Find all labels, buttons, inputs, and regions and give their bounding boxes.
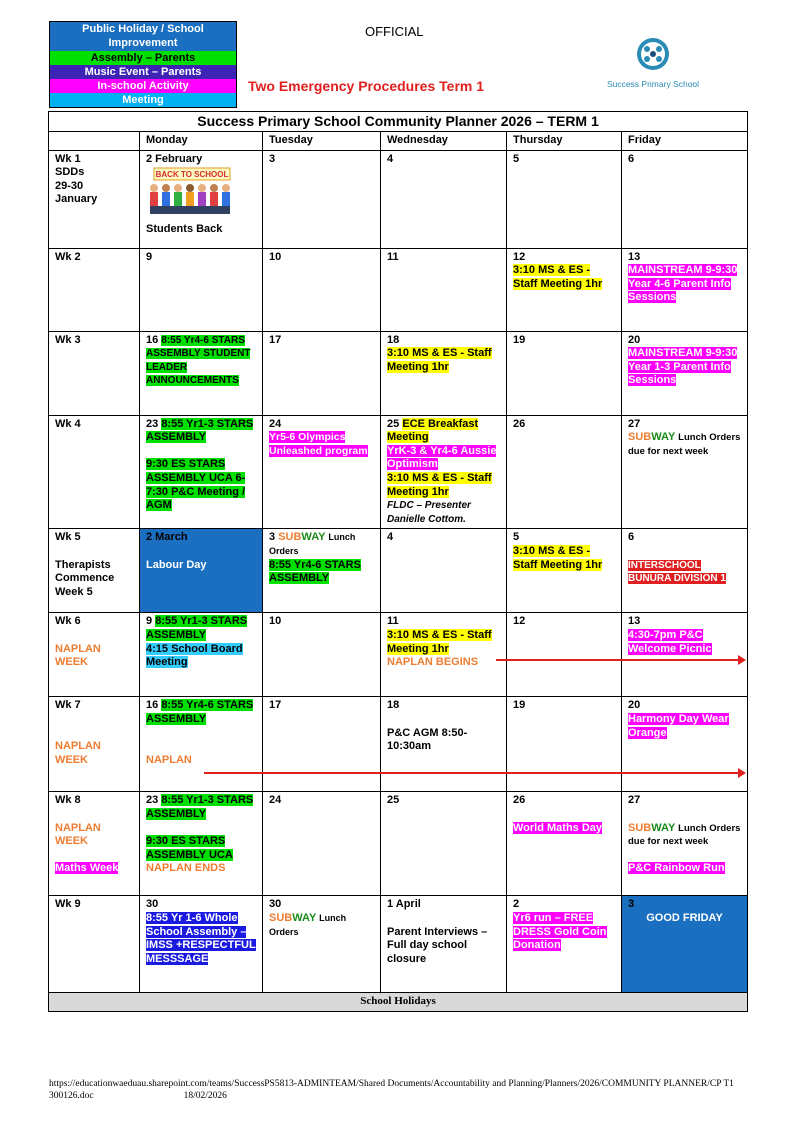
official-label: OFFICIAL [365,24,424,39]
cell: 1 April Parent Interviews – Full day school closure [381,896,507,993]
cell: 18 P&C AGM 8:50-10:30am [381,697,507,792]
week-label: Wk 4 [49,415,140,529]
cell: 12 3:10 MS & ES - Staff Meeting 1hr [507,248,622,331]
legend-in-school: In-school Activity [50,79,236,93]
public-holiday-cell: 3 GOOD FRIDAY [622,896,748,993]
legend-box [49,21,237,108]
week-row-4 [49,415,748,529]
cell: 27 SUBWAY Lunch Orders due for next week P&C Rainbow Run [622,792,748,896]
assembly: 8:55 Yr1-3 STARS ASSEMBLY [146,794,254,820]
breakfast-meeting: ECE Breakfast Meeting [387,417,479,444]
cell: 10 [263,613,381,697]
cell: 20 MAINSTREAM 9-9:30 Year 1-3 Parent Info Sessions [622,331,748,415]
staff-meeting: 3:10 MS & ES - Staff Meeting 1hr [513,264,603,290]
cell: 17 [263,331,381,415]
maths-week: Maths Week [55,862,119,875]
assembly: 8:55 Yr4-6 STARS ASSEMBLY [146,699,254,725]
svg-text:BACK TO SCHOOL: BACK TO SCHOOL [155,170,229,180]
cell: 25 ECE Breakfast Meeting YrK-3 & Yr4-6 Aussie Optimism 3:10 MS & ES - Staff Meeting 1hr FLDC – Presenter Danielle Cottom. [381,415,507,529]
world-maths-day: World Maths Day [513,821,603,834]
week-label: Wk 7 NAPLAN WEEK [49,697,140,792]
assembly: 8:55 Yr1-3 STARS ASSEMBLY [146,615,248,641]
cell: 18 3:10 MS & ES - Staff Meeting 1hr [381,331,507,415]
cell: 3 SUBWAY Lunch Orders 8:55 Yr4-6 STARS ASSEMBLY [263,529,381,613]
aussie-optimism: YrK-3 & Yr4-6 Aussie Optimism [387,444,497,471]
staff-meeting: 3:10 MS & ES - Staff Meeting 1hr [387,347,492,373]
public-holiday-cell: 2 March Labour Day [140,529,263,613]
cell: 4 [381,150,507,248]
assembly: 8:55 Yr4-6 STARS ASSEMBLY [269,558,361,585]
day-tuesday: Tuesday [263,132,381,151]
cell: 5 3:10 MS & ES - Staff Meeting 1hr [507,529,622,613]
cell: 30 8:55 Yr 1-6 Whole School Assembly – IMSS +RESPECTFUL MESSSAGE [140,896,263,993]
legend-music: Music Event – Parents [50,65,236,79]
cell: 11 3:10 MS & ES - Staff Meeting 1hr NAPLAN BEGINS [381,613,507,697]
week-row-9 [49,896,748,993]
logo-icon [633,36,673,72]
assembly: 9:30 ES STARS ASSEMBLY UCA [146,835,233,861]
cell: 13 MAINSTREAM 9-9:30 Year 4-6 Parent Info Sessions [622,248,748,331]
week-row-8 [49,792,748,896]
week-label: Wk 8 NAPLAN WEEK Maths Week [49,792,140,896]
cell: 19 [507,331,622,415]
staff-meeting: 3:10 MS & ES - Staff Meeting 1hr [387,471,492,498]
week-row-1 [49,150,748,248]
parent-info: MAINSTREAM 9-9:30 Year 1-3 Parent Info Sessions [628,347,738,387]
staff-meeting: 3:10 MS & ES - Staff Meeting 1hr [513,544,603,571]
cell: 26 World Maths Day [507,792,622,896]
cell: 9 8:55 Yr1-3 STARS ASSEMBLY 4:15 School Board Meeting [140,613,263,697]
planner-title: Success Primary School Community Planner 2026 – TERM 1 [49,112,748,132]
cell: 16 8:55 Yr4-6 STARS ASSEMBLY NAPLAN [140,697,263,792]
free-dress: Yr6 run – FREE DRESS Gold Coin Donation [513,911,607,952]
cell: 23 8:55 Yr1-3 STARS ASSEMBLY 9:30 ES STARS ASSEMBLY UCA NAPLAN ENDS [140,792,263,896]
cell: 16 8:55 Yr4-6 STARS ASSEMBLY STUDENT LEADER ANNOUNCEMENTS [140,331,263,415]
welcome-picnic: 4:30-7pm P&C Welcome Picnic [628,628,712,655]
cell: 24 Yr5-6 Olympics Unleashed program [263,415,381,529]
cell: 20 Harmony Day Wear Orange [622,697,748,792]
cell: 24 [263,792,381,896]
cell: 11 [381,248,507,331]
planner-table [48,111,748,1012]
day-wednesday: Wednesday [381,132,507,151]
olympics: Yr5-6 Olympics Unleashed program [269,431,368,457]
cell: 9 [140,248,263,331]
cell: 2 February BACK TO SCHOOL Students Back [140,150,263,248]
cell: 23 8:55 Yr1-3 STARS ASSEMBLY 9:30 ES STARS ASSEMBLY UCA 6-7:30 P&C Meeting / AGM [140,415,263,529]
legend-public-holiday: Public Holiday / School Improvement [50,22,236,51]
cell: 5 [507,150,622,248]
assembly: 9:30 ES STARS ASSEMBLY UCA 6-7:30 P&C Meeting / AGM [146,458,246,512]
day-friday: Friday [622,132,748,151]
cell: 25 [381,792,507,896]
cell: 12 [507,613,622,697]
assembly: 8:55 Yr1-3 STARS ASSEMBLY [146,417,254,444]
day-monday: Monday [140,132,263,151]
cell: 2 Yr6 run – FREE DRESS Gold Coin Donation [507,896,622,993]
cell: 17 [263,697,381,792]
file-path: https://educationwaeduau.sharepoint.com/teams/SuccessPS5813-ADMINTEAM/Shared Documents/Accountability and Planning/Planners/2026/COMMUNITY PLANNER/CP T1 300126.doc [49,1079,734,1101]
board-meeting: 4:15 School Board Meeting [146,642,243,669]
week-row-2 [49,248,748,331]
back-to-school-image [146,166,238,218]
cell: 27 SUBWAY Lunch Orders due for next week [622,415,748,529]
harmony-day: Harmony Day Wear Orange [628,712,729,739]
week-row-3 [49,331,748,415]
week-row-6 [49,613,748,697]
cell: 3 [263,150,381,248]
school-logo [598,36,708,89]
week-label: Wk 3 [49,331,140,415]
week-label: Wk 9 [49,896,140,993]
cell: 6 INTERSCHOOL BUNURA DIVISION 1 [622,529,748,613]
week-label: Wk 2 [49,248,140,331]
whole-school-assembly: 8:55 Yr 1-6 Whole School Assembly – IMSS +RESPECTFUL MESSSAGE [146,911,256,965]
day-thursday: Thursday [507,132,622,151]
week-row-5 [49,529,748,613]
cell: 26 [507,415,622,529]
school-holidays-row: School Holidays [49,993,748,1012]
logo-name: Success Primary School [606,79,700,89]
week-row-7 [49,697,748,792]
assembly: 8:55 Yr4-6 STARS ASSEMBLY STUDENT LEADER ANNOUNCEMENTS [146,334,251,387]
emergency-title: Two Emergency Procedures Term 1 [248,78,485,94]
footer-date: 18/02/2026 [183,1091,227,1101]
cell: 4 [381,529,507,613]
interschool: INTERSCHOOL BUNURA DIVISION 1 [628,559,726,585]
cell: 19 [507,697,622,792]
week-label: Wk 1 SDDs 29-30 January [49,150,140,248]
week-label: Wk 5 Therapists Commence Week 5 [49,529,140,613]
cell: 10 [263,248,381,331]
rainbow-run: P&C Rainbow Run [628,862,725,875]
week-label: Wk 6 NAPLAN WEEK [49,613,140,697]
cell: 30 SUBWAY Lunch Orders [263,896,381,993]
footer [49,1078,749,1102]
legend-meeting: Meeting [50,93,236,107]
cell: 6 [622,150,748,248]
cell: 13 4:30-7pm P&C Welcome Picnic [622,613,748,697]
staff-meeting: 3:10 MS & ES - Staff Meeting 1hr [387,628,492,655]
naplan-arrow [496,659,744,661]
legend-assembly: Assembly – Parents [50,51,236,65]
parent-info: MAINSTREAM 9-9:30 Year 4-6 Parent Info Sessions [628,264,738,304]
naplan-arrow [204,772,744,774]
